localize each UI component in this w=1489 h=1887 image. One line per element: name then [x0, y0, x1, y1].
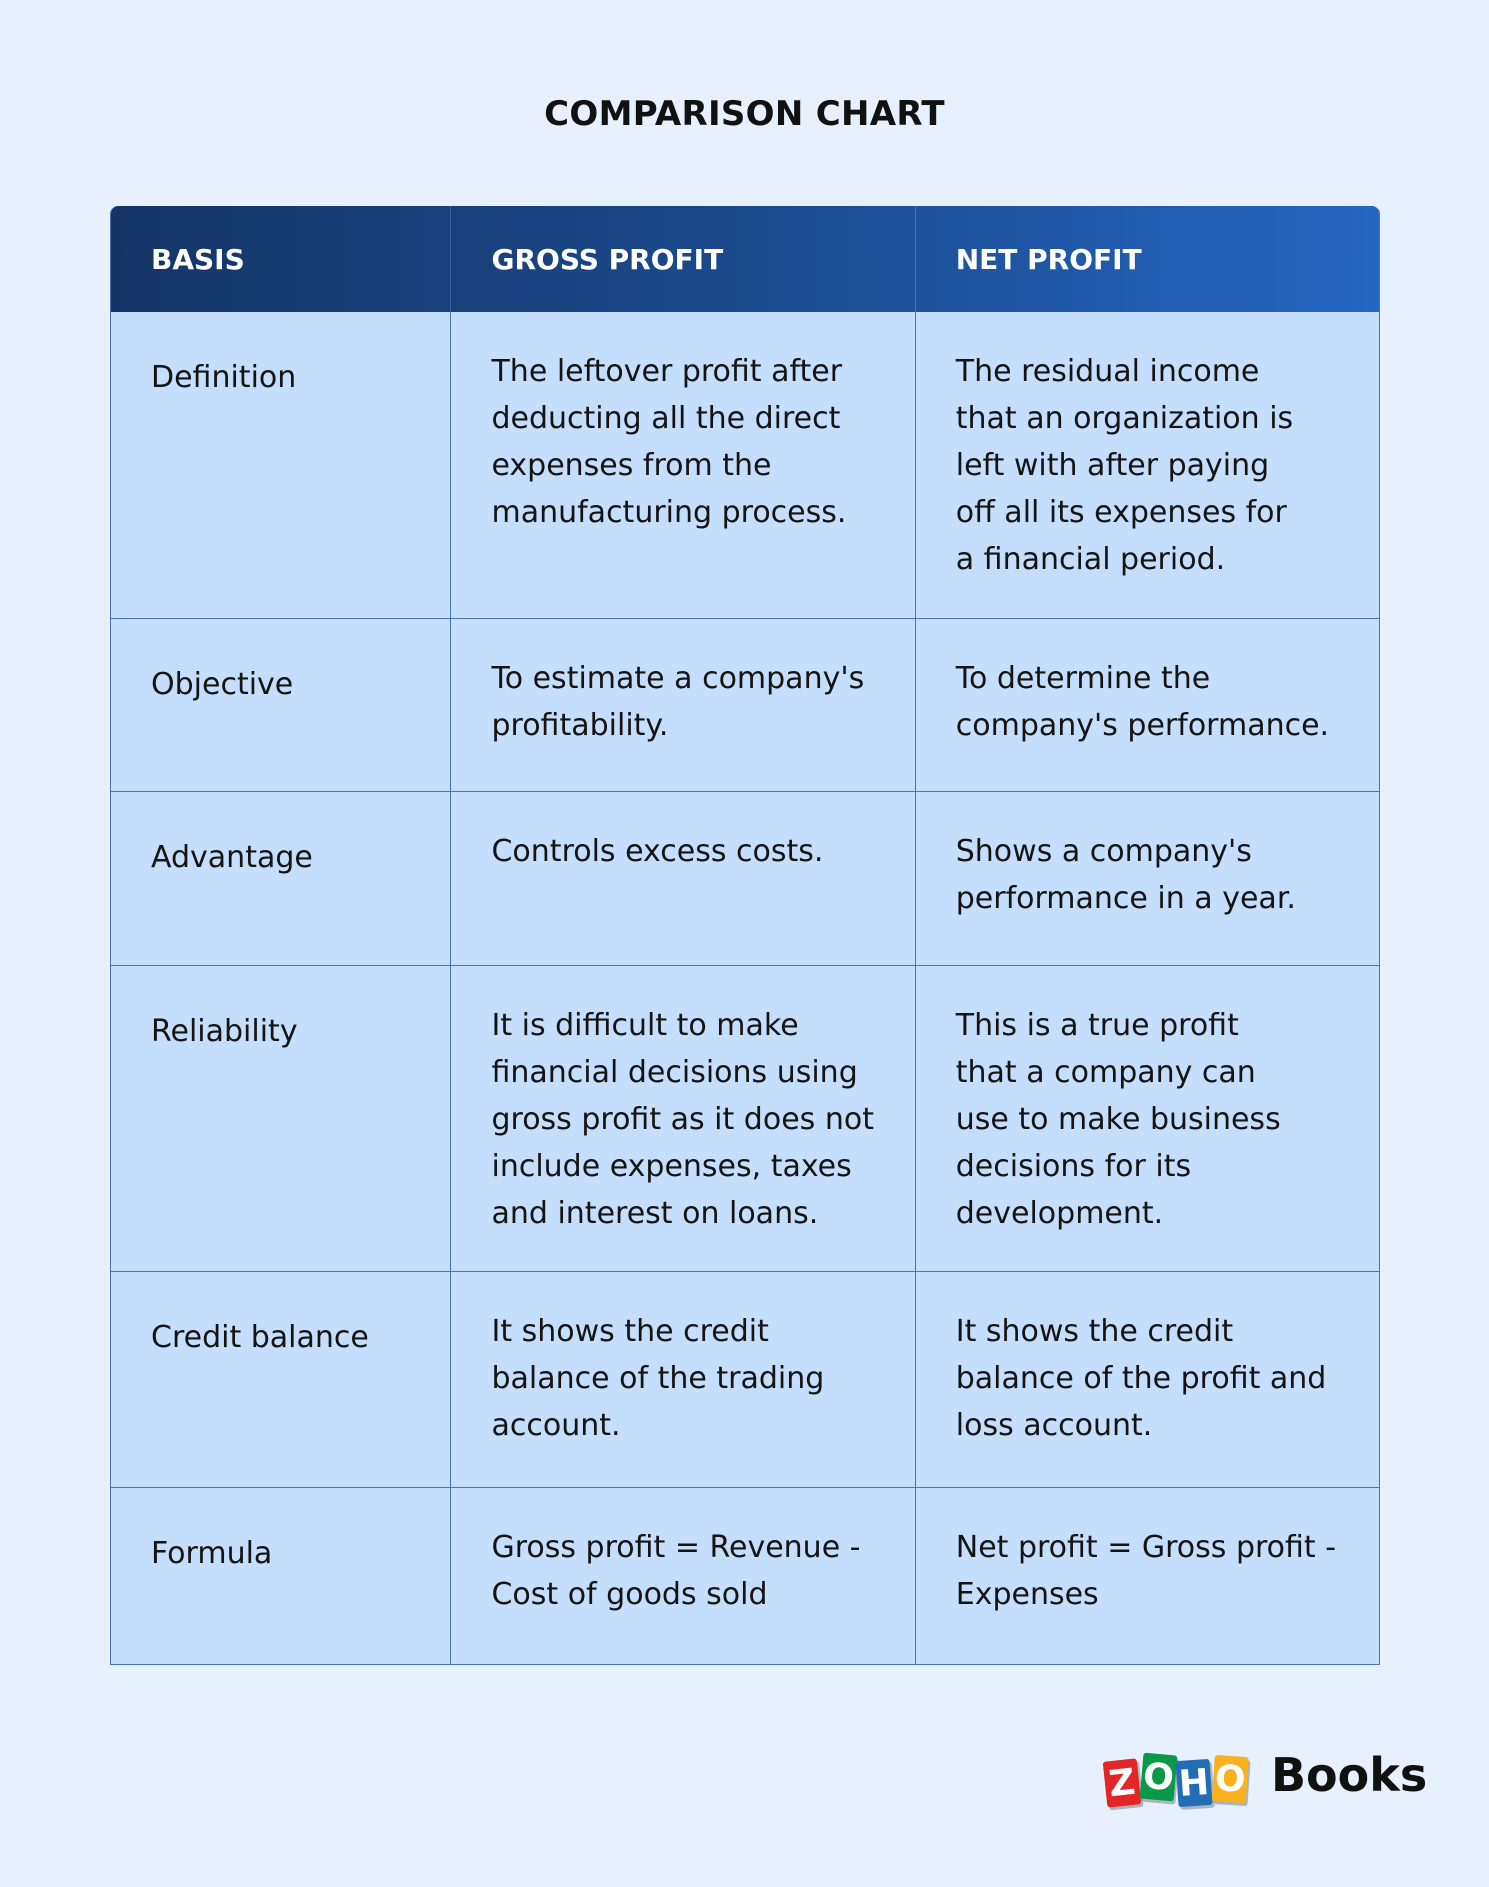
- net-profit-cell: [915, 1488, 1379, 1664]
- header-gross-profit: GROSS PROFIT: [450, 206, 914, 312]
- text-line: and interest on loans.: [491, 1196, 819, 1231]
- table-row-definition: [111, 312, 1379, 618]
- zoho-letter-o: O: [1140, 1753, 1178, 1802]
- text-line: Gross profit = Revenue -: [491, 1530, 861, 1565]
- header-basis: BASIS: [151, 242, 245, 276]
- logo-product-name: Books: [1271, 1748, 1428, 1802]
- net-profit-cell: [915, 966, 1379, 1271]
- text-line: It shows the credit: [491, 1314, 769, 1349]
- table-row-objective: [111, 618, 1379, 791]
- net-profit-cell: [915, 312, 1379, 618]
- table-row-advantage: [111, 791, 1379, 965]
- text-line: expenses from the: [491, 448, 772, 483]
- zoho-logo-icon: [1105, 1744, 1249, 1806]
- text-line: Net profit = Gross profit -: [955, 1530, 1337, 1565]
- text-line: balance of the trading: [491, 1361, 825, 1396]
- zoho-letter-z: Z: [1103, 1758, 1142, 1807]
- text-line: a financial period.: [955, 542, 1226, 577]
- text-line: off all its expenses for: [955, 495, 1287, 530]
- text-line: The leftover profit after: [491, 354, 843, 389]
- text-line: development.: [955, 1196, 1164, 1231]
- text-line: This is a true profit: [955, 1008, 1239, 1043]
- text-line: It shows the credit: [955, 1314, 1234, 1349]
- gross-profit-cell: [450, 1272, 914, 1487]
- text-line: include expenses, taxes: [491, 1149, 852, 1184]
- text-line: profitability.: [491, 708, 669, 743]
- net-profit-cell: [915, 792, 1379, 965]
- text-line: To determine the: [955, 661, 1211, 696]
- text-line: account.: [491, 1408, 621, 1443]
- gross-profit-cell: [450, 792, 914, 965]
- page-title: COMPARISON CHART: [544, 94, 945, 134]
- text-line: performance in a year.: [955, 881, 1296, 916]
- text-line: that a company can: [955, 1055, 1256, 1090]
- zoho-letter-h: H: [1175, 1759, 1212, 1807]
- comparison-table: [110, 206, 1380, 1665]
- header-net-profit: NET PROFIT: [915, 206, 1379, 312]
- basis-cell: Advantage: [151, 840, 313, 875]
- gross-profit-cell: [450, 619, 914, 791]
- text-line: balance of the profit and: [955, 1361, 1327, 1396]
- table-row-formula: [111, 1487, 1379, 1664]
- text-line: manufacturing process.: [491, 495, 847, 530]
- zoho-books-logo: [1105, 1744, 1427, 1806]
- text-line: To estimate a company's: [491, 661, 865, 696]
- text-line: use to make business: [955, 1102, 1281, 1137]
- text-line: loss account.: [955, 1408, 1153, 1443]
- text-line: Shows a company's: [955, 834, 1252, 869]
- text-line: Cost of goods sold: [491, 1577, 768, 1612]
- text-line: financial decisions using: [491, 1055, 858, 1090]
- gross-profit-cell: [450, 1488, 914, 1664]
- net-profit-cell: [915, 1272, 1379, 1487]
- text-line: Controls excess costs.: [491, 834, 824, 869]
- text-line: company's performance.: [955, 708, 1330, 743]
- text-line: gross profit as it does not: [491, 1102, 874, 1137]
- zoho-letter-o-2: O: [1212, 1755, 1249, 1803]
- basis-cell: Objective: [151, 667, 294, 702]
- text-line: The residual income: [955, 354, 1260, 389]
- gross-profit-cell: [450, 312, 914, 618]
- text-line: deducting all the direct: [491, 401, 841, 436]
- text-line: left with after paying: [955, 448, 1270, 483]
- basis-cell: Credit balance: [151, 1320, 369, 1355]
- text-line: that an organization is: [955, 401, 1294, 436]
- net-profit-cell: [915, 619, 1379, 791]
- text-line: It is difficult to make: [491, 1008, 799, 1043]
- gross-profit-cell: [450, 966, 914, 1271]
- basis-cell: Definition: [151, 360, 297, 395]
- table-header-row: [111, 206, 1379, 312]
- text-line: Expenses: [955, 1577, 1099, 1612]
- table-row-reliability: [111, 965, 1379, 1271]
- table-row-credit-balance: [111, 1271, 1379, 1487]
- basis-cell: Reliability: [151, 1014, 298, 1049]
- basis-cell: Formula: [151, 1536, 273, 1571]
- text-line: decisions for its: [955, 1149, 1192, 1184]
